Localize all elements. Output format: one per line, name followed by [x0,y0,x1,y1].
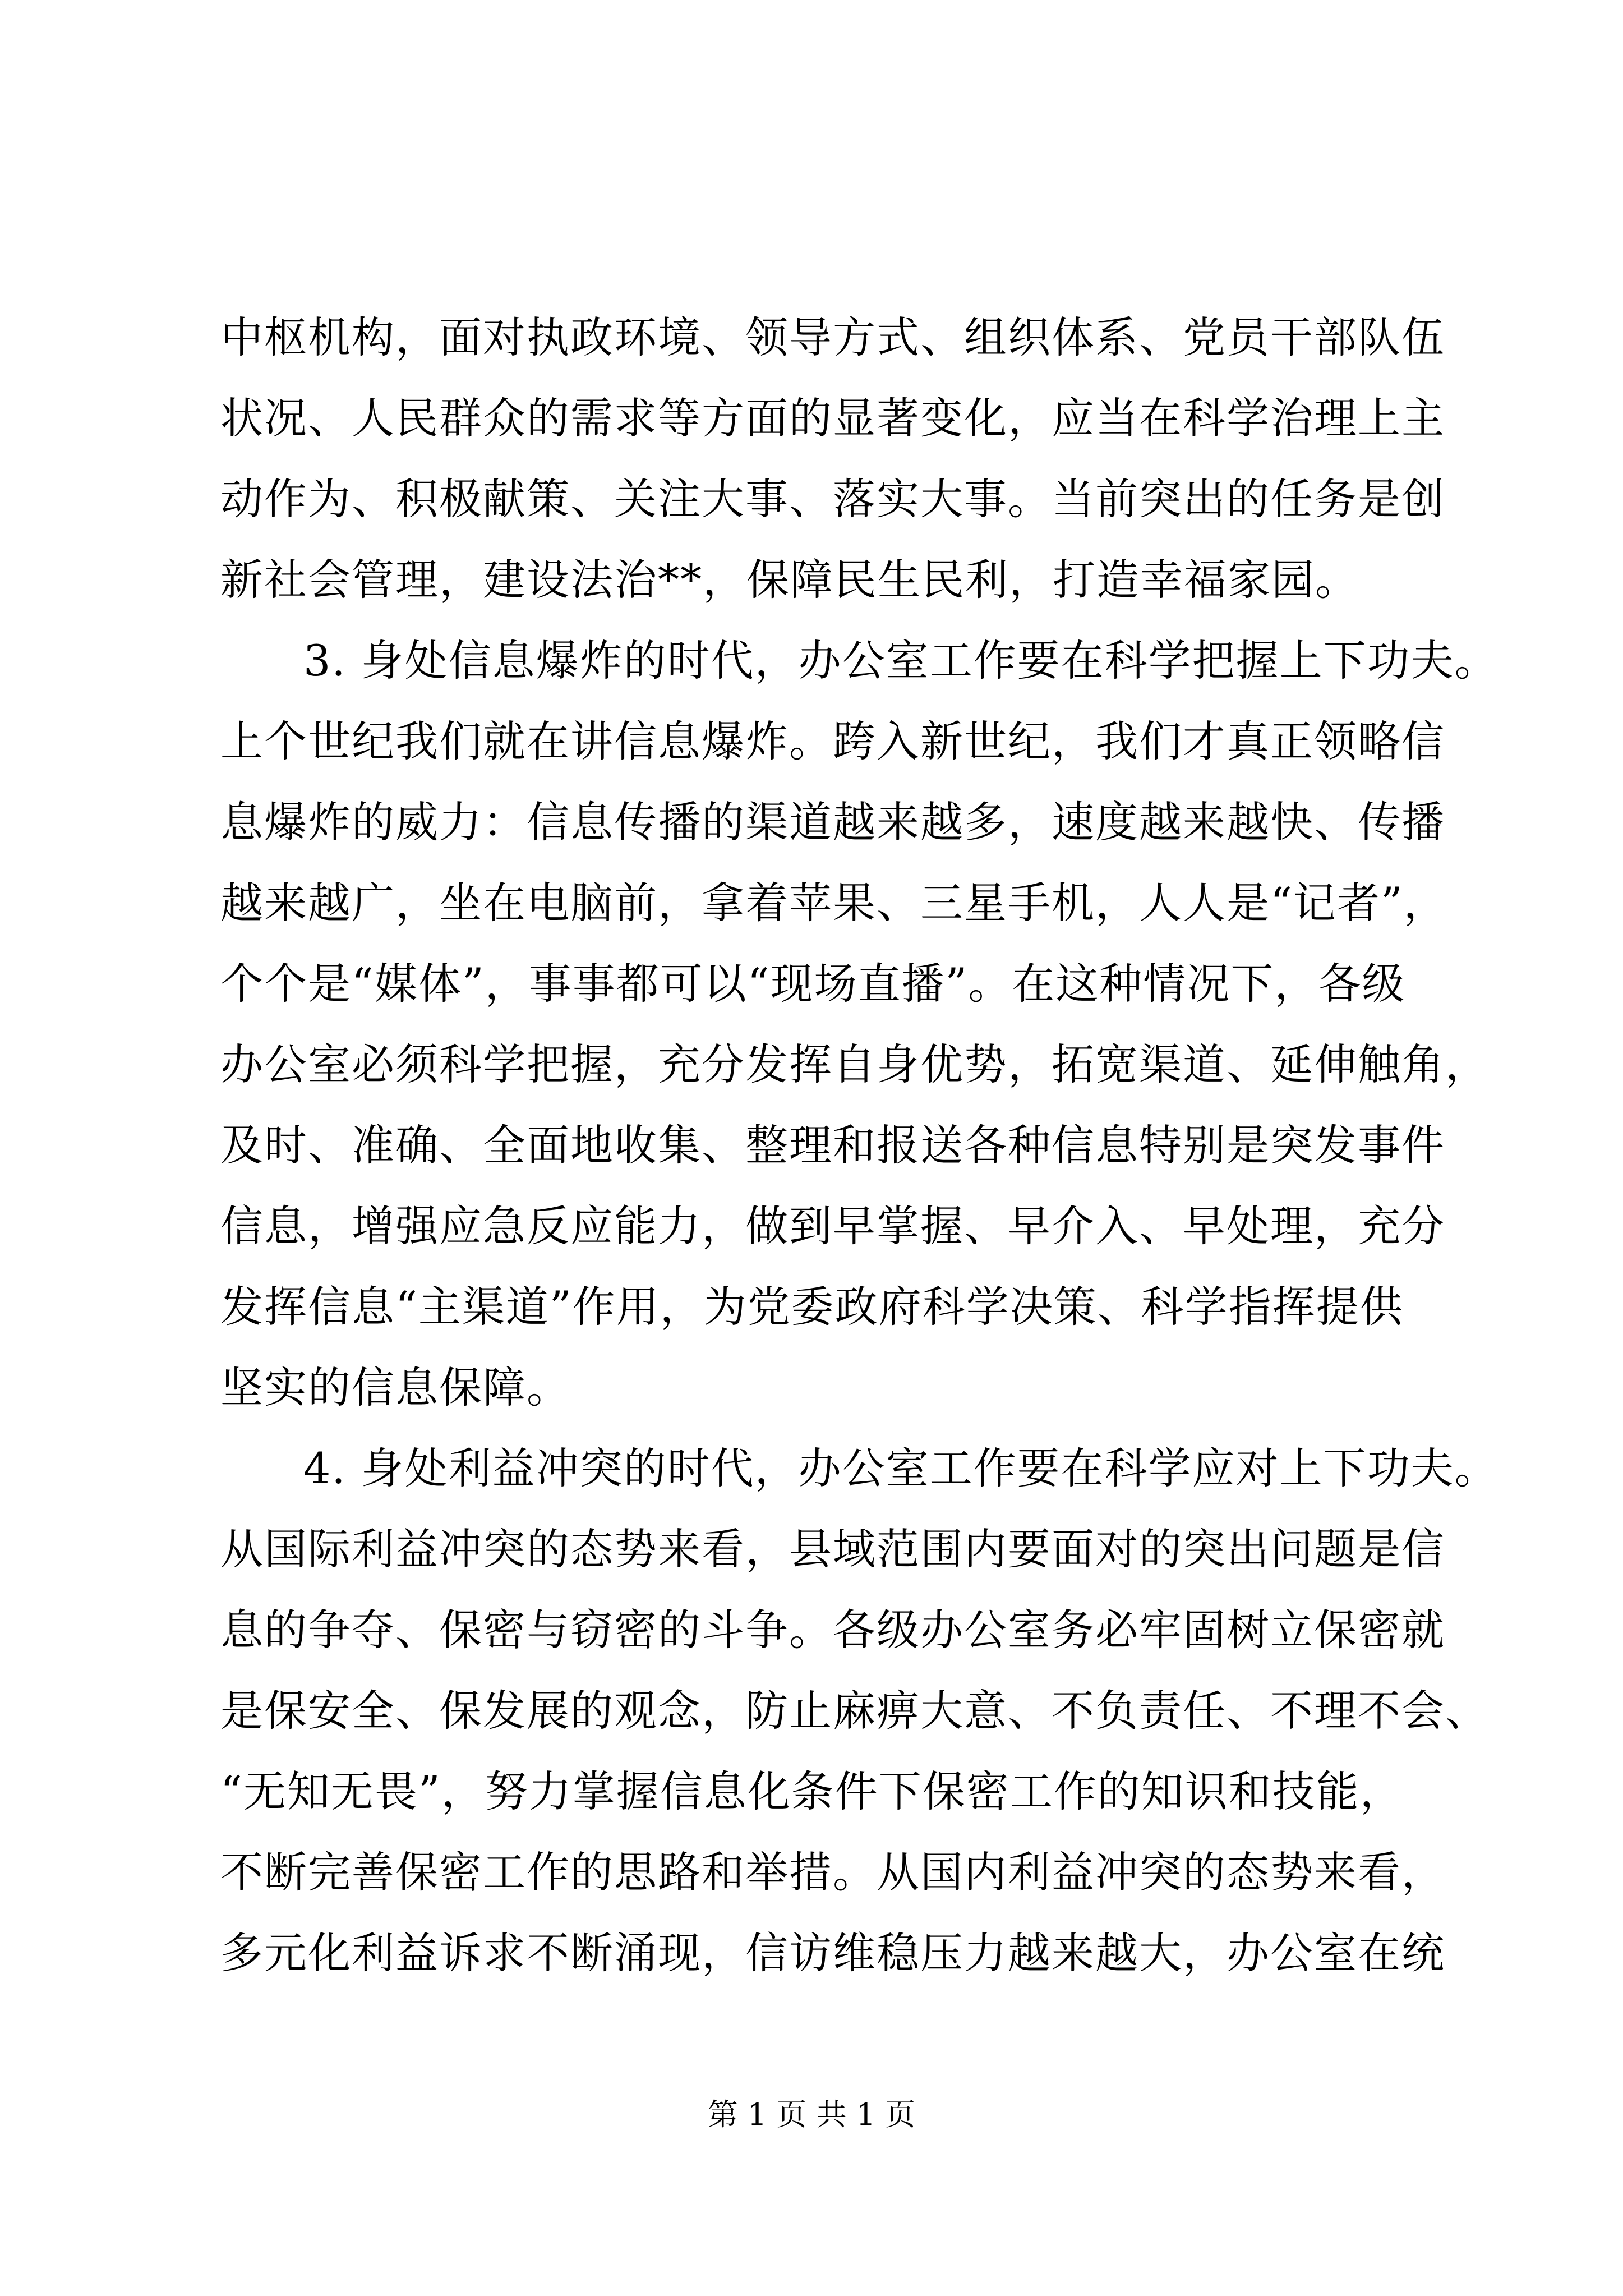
text-line: 越来越广，坐在电脑前，拿着苹果、三星手机，人人是“记者”， [220,878,1447,928]
text-line: 3. 身处信息爆炸的时代，办公室工作要在科学把握上下功夫。 [303,636,1498,685]
text-line: 发挥信息“主渠道”作用，为党委政府科学决策、科学指挥提供 [220,1282,1404,1332]
text-line: 4. 身处利益冲突的时代，办公室工作要在科学应对上下功夫。 [303,1443,1498,1493]
page-footer: 第 1 页 共 1 页 [707,2097,916,2132]
text-line: 坚实的信息保障。 [220,1363,570,1412]
text-line: 是保安全、保发展的观念，防止麻痹大意、不负责任、不理不会、 [220,1686,1489,1736]
text-line: 中枢机构，面对执政环境、领导方式、组织体系、党员干部队伍 [220,312,1445,362]
text-line: 新社会管理，建设法治**，保障民生民利，打造幸福家园。 [220,555,1359,605]
text-line: 息爆炸的威力：信息传播的渠道越来越多，速度越来越快、传播 [220,797,1445,847]
text-line: 状况、人民群众的需求等方面的显著变化，应当在科学治理上主 [220,393,1445,443]
text-line: 多元化利益诉求不断涌现，信访维稳压力越来越大，办公室在统 [220,1928,1445,1978]
text-line: 息的争夺、保密与窃密的斗争。各级办公室务必牢固树立保密就 [220,1605,1445,1655]
text-line: 从国际利益冲突的态势来看，县域范围内要面对的突出问题是信 [220,1524,1445,1574]
text-line: 上个世纪我们就在讲信息爆炸。跨入新世纪，我们才真正领略信 [220,716,1445,766]
text-line: 信息，增强应急反应能力，做到早掌握、早介入、早处理，充分 [220,1201,1445,1251]
text-line: 动作为、积极献策、关注大事、落实大事。当前突出的任务是创 [220,474,1445,524]
text-line: “无知无畏”，努力掌握信息化条件下保密工作的知识和技能， [220,1766,1404,1816]
text-line: 个个是“媒体”，事事都可以“现场直播”。在这种情况下，各级 [220,959,1406,1009]
text-line: 办公室必须科学把握，充分发挥自身优势，拓宽渠道、延伸触角， [220,1039,1489,1089]
text-line: 不断完善保密工作的思路和举措。从国内利益冲突的态势来看， [220,1847,1445,1897]
document-body [220,297,1498,1994]
text-line: 及时、准确、全面地收集、整理和报送各种信息特别是突发事件 [220,1120,1445,1170]
